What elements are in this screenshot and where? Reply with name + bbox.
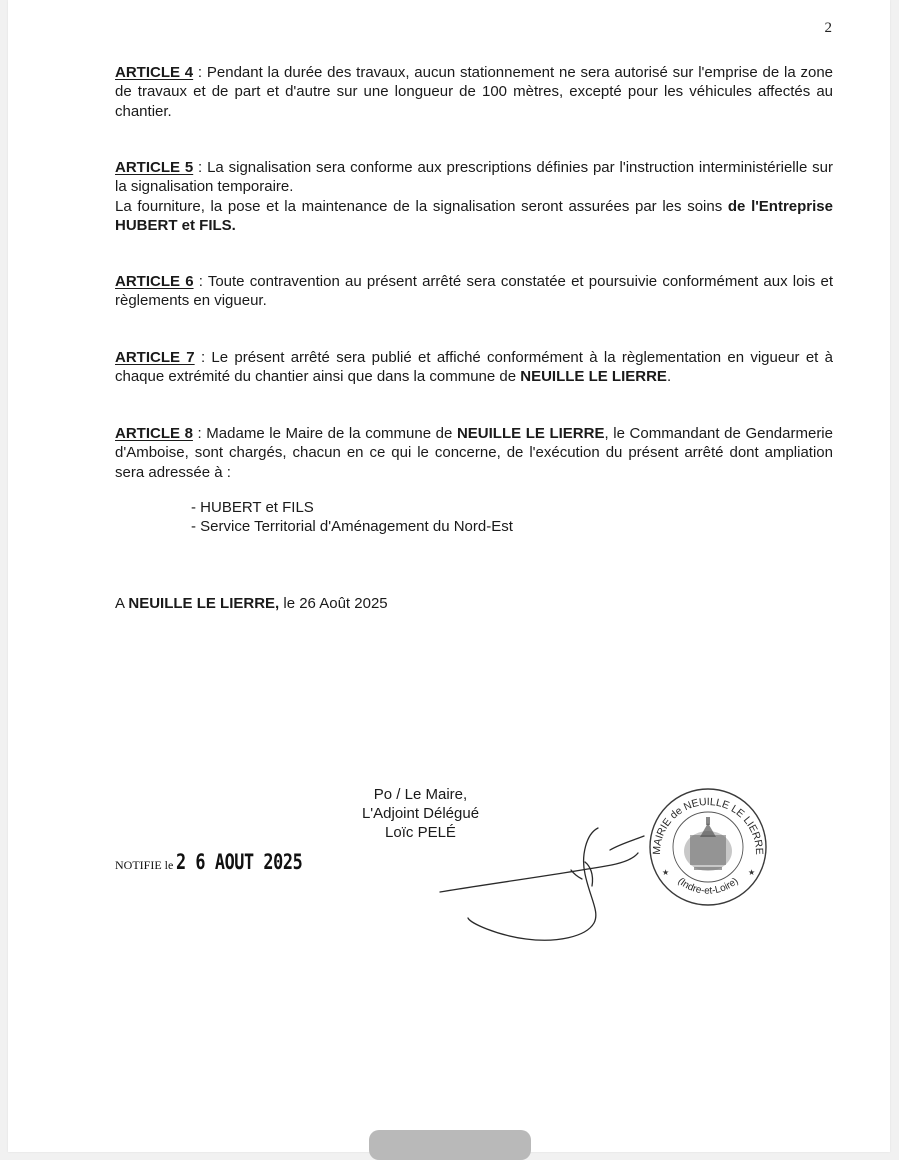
recipient-item: - Service Territorial d'Aménagement du Nord-Est xyxy=(191,518,513,536)
article-7 xyxy=(115,348,833,387)
document-page xyxy=(8,0,890,1152)
seal-top-text: MAIRIE de NEUILLE LE LIERRE xyxy=(650,795,766,856)
mairie-seal xyxy=(638,775,778,915)
article-4 xyxy=(115,63,833,121)
article-7-label: ARTICLE 7 xyxy=(115,349,195,366)
article-6-label: ARTICLE 6 xyxy=(115,273,194,290)
seal-star-icon: ★ xyxy=(748,868,756,877)
article-4-label: ARTICLE 4 xyxy=(115,64,194,81)
seal-bottom-text: (Indre-et-Loire) xyxy=(675,875,741,897)
notification-stamp xyxy=(115,850,334,874)
article-8-text-2: , le Commandant de Gendarmerie d'Amboise, sont chargés, chacun en ce qui le concerne, de l'exécution du présent arrêté dont ampliation sera adressée à : xyxy=(115,425,833,481)
place-name: NEUILLE LE LIERRE, xyxy=(128,595,280,612)
place-and-date xyxy=(115,594,388,613)
home-indicator-bar[interactable] xyxy=(369,1130,531,1160)
article-8-commune: NEUILLE LE LIERRE xyxy=(456,425,605,442)
article-8-label: ARTICLE 8 xyxy=(115,425,193,442)
article-8 xyxy=(115,424,833,482)
recipient-item: - HUBERT et FILS xyxy=(191,499,314,516)
signatory-name: Loïc PELÉ xyxy=(385,824,456,841)
article-7-commune: NEUILLE LE LIERRE xyxy=(520,368,667,386)
article-4-text: : Pendant la durée des travaux, aucun stationnement ne sera autorisé sur l'emprise de la zone de travaux et de part et d'autre sur une longueur de 100 mètres, excepté pour les véhicules affectés au chantier. xyxy=(115,64,834,120)
signatory-role: L'Adjoint Délégué xyxy=(361,805,480,822)
signatory-title: Po / Le Maire, xyxy=(373,786,468,803)
article-5 xyxy=(115,158,833,235)
article-5-text: : La signalisation sera conforme aux prescriptions définies par l'instruction interministérielle sur la signalisation temporaire. xyxy=(115,159,833,196)
article-6 xyxy=(115,272,833,311)
page-number: 2 xyxy=(824,20,832,36)
recipients-list xyxy=(191,498,513,537)
article-8-text: : Madame le Maire de la commune de xyxy=(192,425,457,442)
place-prefix: A xyxy=(115,595,129,612)
article-6-text: : Toute contravention au présent arrêté sera constatée et poursuivie conformément aux lois et règlements en vigueur. xyxy=(115,273,834,310)
seal-emblem-icon xyxy=(684,817,732,871)
handwritten-signature xyxy=(428,822,658,947)
article-5-label: ARTICLE 5 xyxy=(115,159,194,176)
article-7-text: : Le présent arrêté sera publié et affiché conformément à la règlementation en vigueur et à chaque extrémité du chantier ainsi que dans la commune de xyxy=(115,349,833,386)
notifie-label: NOTIFIE le xyxy=(115,858,174,872)
article-5-company: de l'Entreprise HUBERT et FILS. xyxy=(115,197,833,234)
signature-stroke xyxy=(440,853,638,892)
seal-star-icon: ★ xyxy=(662,868,670,877)
document-date: le 26 Août 2025 xyxy=(279,595,388,612)
notifie-date: 2 6 AOUT 2025 xyxy=(176,850,303,874)
article-5-text-2: La fourniture, la pose et la maintenance de la signalisation seront assurées par les soins xyxy=(115,197,728,215)
signature-stroke xyxy=(585,862,593,886)
article-7-end: . xyxy=(666,368,672,386)
